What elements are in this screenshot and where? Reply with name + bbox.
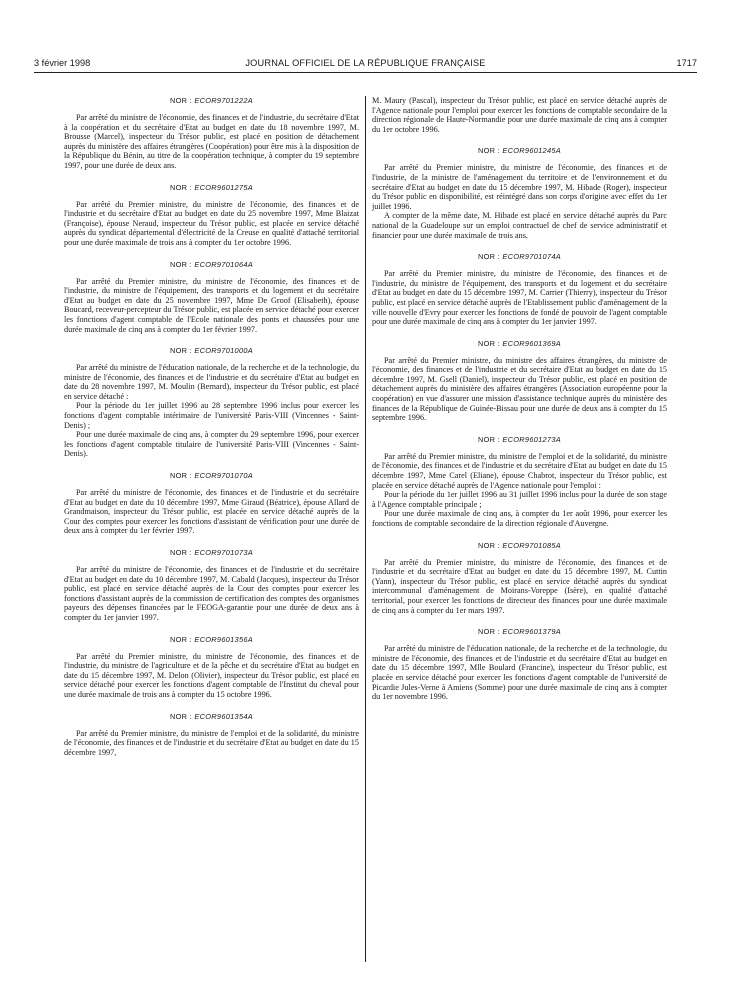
nor-label: NOR : xyxy=(169,346,195,356)
nor-code: ECOR9601273A xyxy=(502,434,562,444)
decree-paragraph: A compter de la même date, M. Hibade est placé en service détaché auprès du Parc national de la Guadeloupe sur un emploi contractuel de chef de service administratif et financier pour une durée maximale de trois ans. xyxy=(372,211,667,240)
column-divider xyxy=(365,96,366,962)
nor-code: ECOR9601356A xyxy=(194,634,254,644)
nor-reference xyxy=(64,548,359,557)
decree-entry xyxy=(64,346,359,459)
nor-label: NOR : xyxy=(477,540,503,550)
decree-entry xyxy=(64,260,359,335)
nor-code: ECOR9701073A xyxy=(194,548,254,557)
right-column xyxy=(372,96,667,702)
nor-reference xyxy=(64,96,359,105)
left-column xyxy=(64,96,359,757)
nor-reference xyxy=(64,346,359,355)
nor-label: NOR : xyxy=(477,252,503,262)
nor-code: ECOR9701000A xyxy=(194,346,254,356)
nor-label: NOR : xyxy=(477,338,503,348)
decree-paragraph: Par arrêté du Premier ministre, du ministre de l'économie, des finances et de l'industrie et du secrétaire d'Etat au budget en date du 25 novembre 1997, Mme Blaizat (Françoise), épouse Neraud, inspecteur du Trésor public, est placée en service détaché auprès du syndicat départemental d'électricité de la Creuse en qualité d'attaché territorial pour une durée maximale de trois ans à compter du 1er octobre 1996. xyxy=(64,199,359,247)
decree-paragraph: Pour une durée maximale de cinq ans, à compter du 29 septembre 1996, pour exercer les fonctions d'agent comptable titulaire de l'université Paris-VIII (Vincennes - Saint-Denis). xyxy=(64,430,359,459)
nor-reference xyxy=(372,541,667,550)
nor-code: ECOR9701085A xyxy=(502,540,562,550)
nor-label: NOR : xyxy=(477,627,503,637)
decree-entry xyxy=(64,96,359,171)
nor-code: ECOR9701222A xyxy=(194,96,254,105)
nor-label: NOR : xyxy=(169,182,195,192)
decree-entry xyxy=(372,339,667,423)
decree-entry xyxy=(372,627,667,702)
decree-entry xyxy=(372,96,667,134)
decree-paragraph: Par arrêté du Premier ministre, du ministre des affaires étrangères, du ministre de l'économie, des finances et de l'industrie et du secrétaire d'Etat au budget en date du 15 décembre 1997, M. Gsell (Daniel), inspecteur du Trésor public, est placé en position de détachement auprès du ministère des affaires étrangères (Association européenne pour la coopération) en vue d'assurer une mission d'assistance technique auprès du ministère des finances de la République de Guinée-Bissau pour une durée de deux ans à compter du 15 septembre 1996. xyxy=(372,355,667,423)
decree-paragraph: Par arrêté du Premier ministre, du ministre de l'économie, des finances et de l'industrie, de la ministre de l'aménagement du territoire et de l'environnement et du secrétaire d'Etat au budget en date du 15 décembre 1997, M. Hibade (Roger), inspecteur du Trésor public en disponibilité, est réintégré dans son corps d'origine avec effet du 1er juillet 1996. xyxy=(372,163,667,211)
nor-reference xyxy=(372,627,667,636)
nor-label: NOR : xyxy=(169,471,195,481)
nor-code: ECOR9601354A xyxy=(194,711,254,721)
decree-paragraph: Par arrêté du ministre de l'économie, des finances et de l'industrie et du secrétaire d'Etat au budget en date du 10 décembre 1997, M. Cabald (Jacques), inspecteur du Trésor public, est placé en service détaché auprès de la Cour des comptes pour exercer les fonctions d'assistant auprès de la commission de certification des comptes des organismes payeurs des dépenses financées par le FEOGA-garantie pour une durée de deux ans à compter du 1er janvier 1997. xyxy=(64,565,359,622)
nor-label: NOR : xyxy=(477,434,503,444)
decree-paragraph: Par arrêté du Premier ministre, du ministre de l'emploi et de la solidarité, du ministre de l'économie, des finances et de l'industrie et du secrétaire d'Etat au budget en date du 15 décembre 1997, xyxy=(64,728,359,757)
decree-paragraph: Par arrêté du Premier ministre, du ministre de l'économie, des finances et de l'industrie, du ministre de l'équipement, des transports et du logement et du secrétaire d'Etat au budget en date du 25 novembre 1997, Mme De Groof (Elisabeth), épouse Boucard, receveur-percepteur du Trésor public, est placée en service détaché pour exercer les fonctions d'agent comptable de l'Ecole nationale des ponts et chaussées pour une durée maximale de cinq ans à compter du 1er février 1997. xyxy=(64,276,359,334)
decree-paragraph: Par arrêté du ministre de l'éducation nationale, de la recherche et de la technologie, du ministre de l'économie, des finances et de l'industrie et du secrétaire d'Etat au budget en date du 28 novembre 1997, M. Moulin (Bernard), inspecteur du Trésor public, est placé en service détaché : xyxy=(64,363,359,401)
nor-label: NOR : xyxy=(477,146,503,156)
nor-code: ECOR9701064A xyxy=(194,259,254,269)
nor-code: ECOR9601245A xyxy=(502,146,562,156)
nor-reference xyxy=(372,339,667,348)
decree-entry xyxy=(372,541,667,616)
nor-reference xyxy=(372,435,667,444)
decree-entry xyxy=(372,252,667,327)
nor-label: NOR : xyxy=(169,548,195,557)
decree-continuation: M. Maury (Pascal), inspecteur du Trésor public, est placé en service détaché auprès de l'Agence nationale pour l'emploi pour exercer les fonctions de comptable secondaire de la direction régionale de Haute-Normandie pour une durée maximale de cinq ans à compter du 1er octobre 1996. xyxy=(372,96,667,134)
header-rule xyxy=(34,72,697,73)
decree-paragraph: Par arrêté du Premier ministre, du ministre de l'économie, des finances et de l'industrie, du ministre de l'agriculture et de la pêche et du secrétaire d'Etat au budget en date du 15 décembre 1997, M. Delon (Olivier), inspecteur du Trésor public, est placé en service détaché pour exercer les fonctions d'agent comptable de l'Institut du cheval pour une durée maximale de trois ans à compter du 15 octobre 1996. xyxy=(64,651,359,699)
page-number: 1717 xyxy=(676,58,697,68)
nor-reference xyxy=(64,183,359,192)
nor-code: ECOR9701074A xyxy=(502,252,562,262)
decree-entry xyxy=(64,471,359,536)
decree-paragraph: Pour une durée maximale de cinq ans, à compter du 1er août 1996, pour exercer les fonctions de comptable secondaire de la direction régionale d'Auvergne. xyxy=(372,509,667,528)
decree-entry xyxy=(64,635,359,700)
nor-label: NOR : xyxy=(169,711,195,721)
page-header xyxy=(34,58,697,70)
nor-reference xyxy=(372,252,667,261)
nor-label: NOR : xyxy=(169,259,195,269)
decree-entry xyxy=(64,548,359,623)
nor-reference xyxy=(64,260,359,269)
nor-reference xyxy=(64,635,359,644)
nor-label: NOR : xyxy=(169,634,195,644)
nor-code: ECOR9601275A xyxy=(194,182,254,192)
nor-code: ECOR9601379A xyxy=(502,627,562,637)
decree-entry xyxy=(372,146,667,240)
nor-code: ECOR9701070A xyxy=(194,471,254,481)
journal-title: JOURNAL OFFICIEL DE LA RÉPUBLIQUE FRANÇAISE xyxy=(245,58,486,68)
nor-reference xyxy=(64,471,359,480)
nor-code: ECOR9601369A xyxy=(502,338,562,348)
nor-reference xyxy=(372,146,667,155)
decree-entry xyxy=(64,183,359,248)
decree-paragraph: Par arrêté du Premier ministre, du ministre de l'emploi et de la solidarité, du ministre de l'économie, des finances et de l'industrie et du secrétaire d'Etat au budget en date du 15 décembre 1997, Mme Carel (Eliane), épouse Chabrot, inspecteur du Trésor public, est placée en service détaché auprès de l'Agence nationale pour l'emploi : xyxy=(372,451,667,490)
decree-paragraph: Pour la période du 1er juillet 1996 au 28 septembre 1996 inclus pour exercer les fonctions d'agent comptable intérimaire de l'université Paris-VIII (Vincennes - Saint-Denis) ; xyxy=(64,401,359,430)
decree-paragraph: Par arrêté du ministre de l'économie, des finances et de l'industrie, du secrétaire d'Etat à la coopération et du secrétaire d'Etat au budget en date du 18 novembre 1997, M. Brousse (Marcel), inspecteur du Trésor public, est placé en position de détachement auprès du ministère des affaires étrangères (Coopération) pour être mis à la disposition de la République du Bénin, au titre de la coopération technique, à compter du 19 septembre 1997, pour une durée de deux ans. xyxy=(64,113,359,170)
decree-entry xyxy=(372,435,667,529)
decree-paragraph: Pour la période du 1er juillet 1996 au 31 juillet 1996 inclus pour la durée de son stage à l'Agence comptable principale ; xyxy=(372,490,667,509)
decree-paragraph: Par arrêté du ministre de l'éducation nationale, de la recherche et de la technologie, du ministre de l'économie, des finances et de l'industrie et du secrétaire d'Etat au budget en date du 15 décembre 1997, Mlle Boulard (Francine), inspecteur du Trésor public, est placée en service détaché pour exercer les fonctions d'agent comptable de l'université de Picardie Jules-Verne à Amiens (Somme) pour une durée maximale de cinq ans à compter du 1er novembre 1996. xyxy=(372,644,667,702)
nor-reference xyxy=(64,712,359,721)
decree-paragraph: Par arrêté du ministre de l'économie, des finances et de l'industrie et du secrétaire d'Etat au budget en date du 10 décembre 1997, Mme Giraud (Béatrice), épouse Allard de Grandmaison, inspecteur du Trésor public, est placée en service détaché auprès de la Cour des comptes pour exercer les fonctions d'assistant de vérification pour une durée de deux ans à compter du 1er février 1997. xyxy=(64,488,359,536)
nor-label: NOR : xyxy=(169,96,195,105)
issue-date: 3 février 1998 xyxy=(34,58,91,68)
decree-paragraph: Par arrêté du Premier ministre, du ministre de l'économie, des finances et de l'industrie et du secrétaire d'Etat au budget en date du 15 décembre 1997, M. Cuttin (Yann), inspecteur du Trésor public, est placé en service détaché auprès du syndicat intercommunal d'aménagement de Moirans-Voreppe (Isère), en qualité d'attaché territorial, pour exercer les fonctions de directeur des finances pour une durée maximale de cinq ans à compter du 1er mars 1997. xyxy=(372,557,667,615)
decree-paragraph: Par arrêté du Premier ministre, du ministre de l'économie, des finances et de l'industrie, du ministre de l'équipement, des transports et du logement et du secrétaire d'Etat au budget en date du 15 décembre 1997, M. Carrier (Thierry), inspecteur du Trésor public, est placé en service détaché auprès de l'Etablissement public d'aménagement de la ville nouvelle d'Evry pour exercer les fonctions de fondé de pouvoir de l'agent comptable pour une durée maximale de cinq ans à compter du 1er janvier 1997. xyxy=(372,269,667,327)
decree-entry xyxy=(64,712,359,758)
